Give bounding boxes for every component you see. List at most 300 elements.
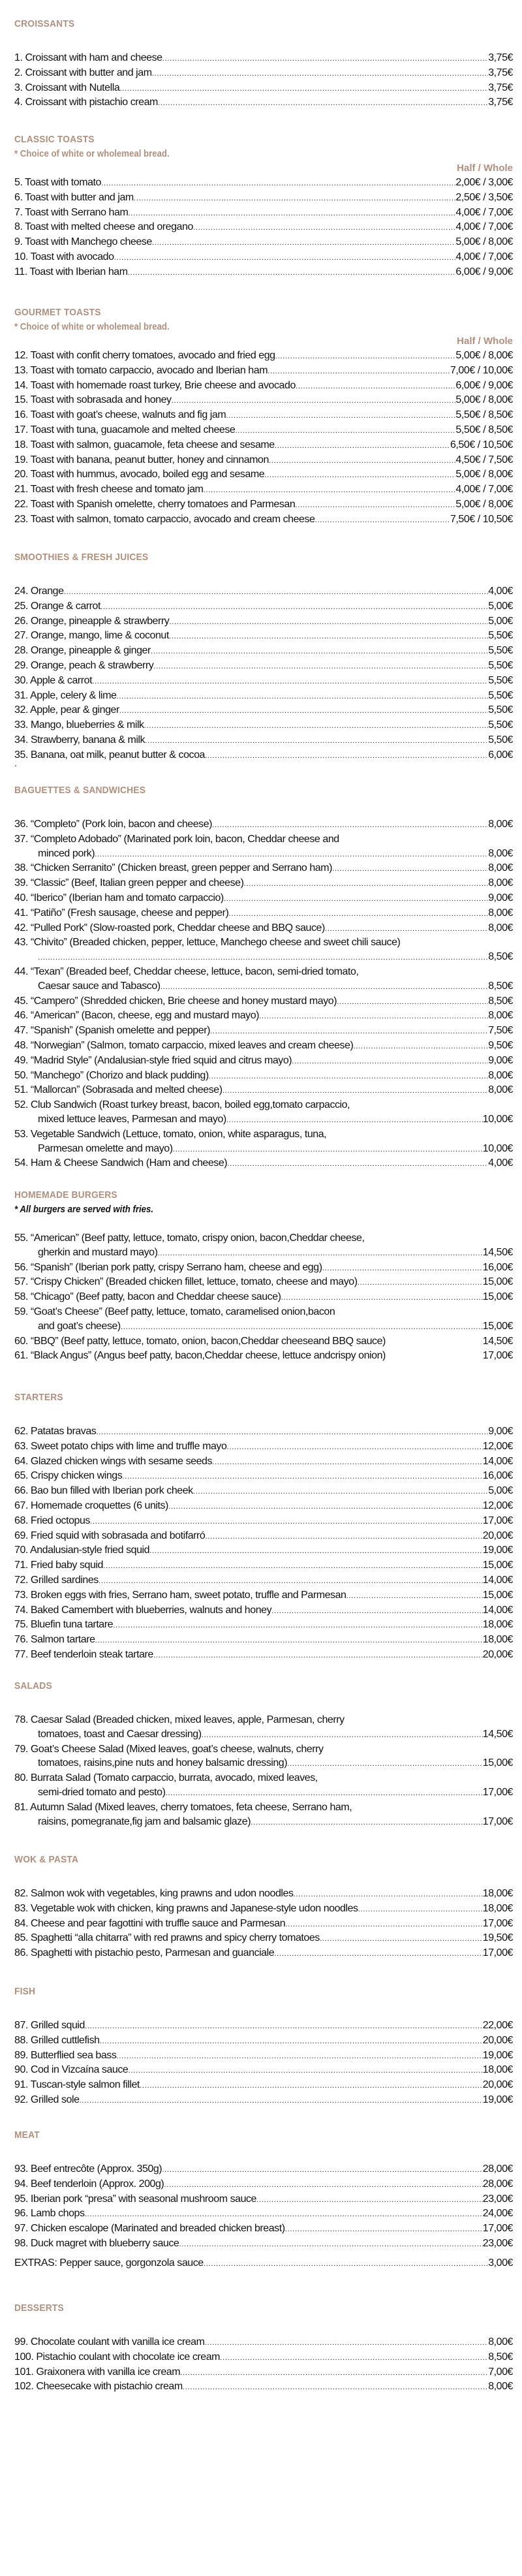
bread-choice-note: * Choice of white or wholemeal bread. [14,321,170,332]
dot-leader [134,191,456,206]
dot-leader [332,862,488,876]
menu-item [14,921,513,936]
item-price: 14,50€ [482,1728,513,1740]
item-price: 8,00€ [488,2336,513,2348]
item-price: 17,00€ [482,1815,513,1827]
menu-item-list [14,349,513,527]
item-name: 8. Toast with melted cheese and oregano [14,221,193,233]
dot-leader [90,1515,483,1529]
dot-leader [173,1142,483,1157]
menu-item [14,703,513,718]
menu-item [14,2177,513,2192]
item-name-continued: semi-dried tomato and pesto) [38,1786,166,1798]
menu-item [14,1039,513,1054]
menu-item [14,1275,513,1290]
dot-leader [274,1947,483,1961]
menu-item [14,748,513,763]
item-price: 19,00€ [482,2049,513,2061]
dot-leader [151,644,488,659]
item-name: 3. Croissant with Nutella [14,82,120,93]
menu-item [14,1558,513,1573]
item-name-continued: raisins, pomegranate,fig jam and balsamic glaze) [38,1815,251,1827]
item-price: 4,00€ / 7,00€ [455,221,513,233]
dot-leader [119,82,488,96]
section-smoothies [14,550,513,768]
item-name: 81. Autumn Salad (Mixed leaves, cherry tomatoes, feta cheese, Serrano ham, [14,1801,352,1813]
item-name: 65. Crispy chicken wings [14,1470,123,1482]
menu-item [14,1887,513,1902]
item-price: 5,00€ / 8,00€ [455,469,513,480]
dot-leader [275,439,450,453]
dot-leader [158,96,488,110]
item-price: 14,00€ [482,1455,513,1467]
item-name: 43. “Chivito” (Breaded chicken, pepper, lettuce, Manchego cheese and sweet chili sauce) [14,937,401,949]
item-name: 12. Toast with confit cherry tomatoes, avocado and fried egg [14,350,275,361]
item-price: 8,00€ [488,922,513,934]
item-name: 45. “Campero” (Shredded chicken, Brie cheese and honey mustard mayo) [14,995,337,1007]
item-price: 5,50€ [488,645,513,657]
menu-item-list [14,2335,513,2395]
item-price: 9,50€ [488,1039,513,1051]
menu-item [14,176,513,191]
menu-item [14,629,513,644]
item-price: 3,75€ [488,82,513,93]
item-price: 3,75€ [488,52,513,63]
item-name: 66. Bao bun filled with Iberian pork cheek [14,1485,193,1497]
item-name: 91. Tuscan-style salmon fillet [14,2079,140,2091]
dot-leader [358,1902,483,1917]
menu-item-list [14,51,513,110]
item-name-continued: mixed lettuce leaves, Parmesan and mayo) [38,1113,226,1125]
dot-leader [128,206,455,221]
item-price: 23,00€ [482,2237,513,2249]
menu-item-list [14,2162,513,2252]
item-price: 6,00€ / 9,00€ [455,379,513,391]
dot-leader [179,2237,482,2252]
dot-leader [128,266,456,280]
menu-item [14,423,513,438]
item-name: 9. Toast with Manchego cheese [14,236,152,248]
dot-leader [153,1648,483,1663]
dot-leader [169,615,488,629]
dot-leader [80,2094,483,2108]
dot-leader [212,818,488,832]
item-name: 90. Cod in Vizcaína sauce [14,2064,129,2076]
dot-leader [226,1113,483,1127]
item-price: 14,50€ [482,1335,513,1347]
dot-leader [113,1618,483,1633]
item-price: 20,00€ [482,1530,513,1541]
menu-item [14,1069,513,1084]
menu-item [14,2093,513,2108]
item-name: 88. Grilled cuttlefish [14,2034,100,2046]
fries-note: * All burgers are served with fries. [14,1204,154,1215]
item-name: 48. “Norwegian” (Salmon, tomato carpaccio, mixed leaves and cream cheese) [14,1039,354,1051]
dot-leader [183,2380,488,2395]
menu-item-list [14,1424,513,1663]
menu-item [14,1713,513,1742]
item-price: 4,00€ / 7,00€ [455,206,513,218]
item-price: 17,00€ [482,2223,513,2235]
menu-item [14,191,513,206]
menu-item [14,689,513,704]
menu-item [14,1424,513,1439]
menu-item [14,1024,513,1039]
item-name: 53. Vegetable Sandwich (Lettuce, tomato, onion, white asparagus, tuna, [14,1128,327,1140]
menu-item [14,1009,513,1024]
item-price: 5,00€ / 8,00€ [455,236,513,248]
menu-item [14,2018,513,2034]
menu-item [14,265,513,280]
menu-item [14,235,513,250]
menu-item [14,453,513,468]
item-name: 40. “Iberico” (Iberian ham and tomato carpaccio) [14,892,224,903]
item-name: 60. “BBQ” (Beef patty, lettuce, tomato, onion, bacon,Cheddar cheeseand BBQ sauce) [14,1335,386,1347]
menu-item [14,1499,513,1514]
item-price: 8,00€ [488,907,513,919]
menu-item [14,994,513,1009]
section-heading: SMOOTHIES & FRESH JUICES [14,552,149,563]
dot-leader [264,468,455,482]
item-name: 50. “Manchego” (Chorizo and black pudding) [14,1069,209,1081]
item-price: 8,50€ [488,980,513,992]
dot-leader [96,1425,488,1439]
menu-item [14,66,513,81]
item-name: 27. Orange, mango, lime & coconut [14,630,169,642]
item-price: 8,00€ [488,847,513,859]
item-price: 4,00€ [488,586,513,597]
dot-leader [92,674,488,689]
menu-item [14,438,513,453]
menu-item [14,1305,513,1334]
menu-item [14,2365,513,2380]
item-price: 18,00€ [482,1888,513,1899]
item-price: 5,50€ [488,674,513,686]
dot-leader [223,1084,489,1098]
item-name: 102. Cheesecake with pistachio cream [14,2381,183,2393]
item-price: 5,50€ / 8,50€ [455,409,513,421]
menu-item [14,1484,513,1499]
menu-item [14,1603,513,1618]
item-name: 41. “Patiño” (Fresh sausage, cheese and pepper) [14,907,229,919]
menu-item [14,1771,513,1800]
menu-item [14,2350,513,2365]
half-whole-column-header: Half / Whole [457,336,513,347]
item-name: 101. Graixonera with vanilla ice cream [14,2366,181,2378]
item-name: 94. Beef tenderloin (Approx. 200g) [14,2178,164,2190]
item-price: 7,50€ / 10,50€ [450,513,513,525]
menu-item [14,81,513,96]
menu-item [14,644,513,659]
dot-leader [226,409,455,423]
item-price: 19,00€ [482,2094,513,2105]
dot-leader [153,659,488,674]
menu-item [14,393,513,408]
menu-item-list [14,1231,513,1364]
item-name: 28. Orange, pineapple & ginger [14,645,151,657]
bread-choice-note: * Choice of white or wholemeal bread. [14,148,170,159]
item-name: 46. “American” (Bacon, cheese, egg and mustard mayo) [14,1010,260,1022]
dot-leader [158,1246,483,1261]
dot-leader [285,2222,483,2237]
item-name: 18. Toast with salmon, guacamole, feta cheese and sesame [14,439,275,450]
dot-leader [251,1815,483,1830]
menu-item [14,1156,513,1171]
menu-item [14,1514,513,1529]
item-name: 11. Toast with Iberian ham [14,266,128,277]
item-price: 9,00€ [488,1054,513,1066]
item-price: 8,00€ [488,2381,513,2393]
item-price: 5,50€ [488,630,513,642]
section-meat [14,2128,513,2269]
dot-leader [164,2178,482,2192]
dot-leader [228,907,488,921]
item-name: 62. Patatas bravas [14,1426,97,1437]
item-name: 71. Fried baby squid [14,1560,103,1571]
item-price: 9,00€ [488,892,513,903]
menu-item [14,1742,513,1772]
menu-item [14,2207,513,2222]
menu-item [14,832,513,862]
item-price: 7,50€ [488,1025,513,1037]
half-whole-column-header: Half / Whole [457,163,513,174]
item-price: 15,00€ [482,1560,513,1571]
item-name: 5. Toast with tomato [14,177,102,188]
item-price: 8,00€ [488,1010,513,1022]
item-price: 3,75€ [488,67,513,78]
item-name: 64. Glazed chicken wings with sesame seeds [14,1455,213,1467]
item-name: 73. Broken eggs with fries, Serrano ham, sweet potato, truffle and Parmesan [14,1589,346,1601]
item-price: 8,00€ [488,862,513,874]
dot-leader [259,1009,488,1024]
menu-item [14,2335,513,2350]
item-price: 8,00€ [488,819,513,830]
item-name: 79. Goat’s Cheese Salad (Mixed leaves, goat’s cheese, walnuts, cherry [14,1743,324,1755]
item-name: 42. “Pulled Pork” (Slow-roasted pork, Cheddar cheese and BBQ sauce) [14,922,325,934]
item-price: 18,00€ [482,1902,513,1914]
item-name: 75. Bluefin tuna tartare [14,1619,114,1631]
dot-leader [162,2163,483,2177]
item-name-continued: Parmesan omelette and mayo) [38,1142,173,1154]
dot-leader [285,1917,483,1932]
menu-item [14,95,513,110]
item-name: 58. “Chicago” (Beef patty, bacon and Cheddar cheese sauce) [14,1291,281,1303]
item-name: 24. Orange [14,586,64,597]
item-price: 8,00€ [488,1069,513,1081]
menu-item [14,1083,513,1098]
item-name: 49. “Madrid Style” (Andalusian-style fried squid and citrus mayo) [14,1054,292,1066]
dot-leader [292,1054,488,1069]
section-fish [14,1985,513,2105]
dot-leader [85,2207,483,2222]
item-name: 93. Beef entrecôte (Approx. 350g) [14,2163,162,2175]
item-price: 12,00€ [482,1500,513,1511]
menu-item [14,2222,513,2237]
item-price: 8,00€ [488,1084,513,1096]
item-name-continued: gherkin and mustard mayo) [38,1246,158,1258]
menu-item [14,206,513,221]
dot-leader [193,1484,488,1499]
menu-item [14,2237,513,2252]
item-price: 4,50€ / 7,50€ [455,454,513,465]
stray-period: . [14,758,17,768]
item-price: 12,00€ [482,1440,513,1452]
dot-leader [172,394,456,408]
item-price: 6,00€ [488,749,513,761]
item-price: 17,00€ [482,1515,513,1526]
section-starters [14,1390,513,1660]
menu-item-list [14,1887,513,1961]
dot-leader [268,364,450,379]
item-name: 44. “Texan” (Breaded beef, Cheddar cheese, lettuce, bacon, semi-dried tomato, [14,966,359,977]
item-name: 76. Salmon tartare [14,1634,95,1646]
extras-label: EXTRAS: Pepper sauce, gorgonzola sauce [14,2257,204,2269]
section-heading: GOURMET TOASTS [14,307,101,318]
item-name: 35. Banana, oat milk, peanut butter & cocoa [14,749,205,761]
dot-leader [220,2351,488,2365]
item-name: 33. Mango, blueberries & milk [14,719,144,731]
menu-item [14,1529,513,1544]
item-name: 55. “American” (Beef patty, lettuce, tomato, crispy onion, bacon,Cheddar cheese, [14,1233,365,1244]
dot-leader [101,176,455,191]
menu-item [14,1334,513,1349]
dot-leader [353,1039,488,1054]
item-price: 5,50€ [488,734,513,746]
menu-item [14,2063,513,2078]
item-name: 51. “Mallorcan” (Sobrasada and melted cheese) [14,1084,223,1096]
dot-leader [116,689,488,704]
item-price: 6,50€ / 10,50€ [450,439,513,450]
item-name: 87. Grilled squid [14,2020,85,2031]
item-price: 10,00€ [482,1113,513,1125]
dot-leader [121,1320,483,1334]
item-price: 7,00€ / 10,00€ [450,364,513,376]
item-name: 67. Homemade croquettes (6 units) [14,1500,168,1511]
item-name: 83. Vegetable wok with chicken, king prawns and Japanese-style udon noodles [14,1902,358,1914]
menu-item-list [14,817,513,1171]
item-price: 17,00€ [482,1350,513,1362]
item-name: 31. Apple, celery & lime [14,689,117,701]
item-price: 4,00€ [488,1157,513,1169]
dot-leader [204,2336,488,2350]
dot-leader [243,877,488,891]
item-name: 77. Beef tenderloin steak tartare [14,1648,153,1660]
item-name: 25. Orange & carrot [14,600,100,612]
section-heading: WOK & PASTA [14,1854,79,1865]
item-price: 3,75€ [488,97,513,108]
item-price: 5,50€ [488,689,513,701]
section-heading: MEAT [14,2129,40,2141]
item-price: 22,00€ [482,2020,513,2031]
item-name: 29. Orange, peach & strawberry [14,659,154,671]
dot-leader [275,349,456,364]
item-name-continued: and goat’s cheese) [38,1320,121,1332]
menu-item [14,2034,513,2049]
menu-item [14,1261,513,1276]
item-price: 5,00€ [488,600,513,612]
dot-leader [38,950,488,965]
dot-leader [85,2019,483,2034]
section-salads [14,1679,513,1827]
item-price: 8,50€ [488,951,513,963]
item-price: 17,00€ [482,1947,513,1959]
item-price: 19,00€ [482,1545,513,1556]
item-price: 17,00€ [482,1786,513,1798]
dot-leader [325,922,488,936]
item-name: 69. Fried squid with sobrasada and botifarró [14,1530,206,1541]
item-price: 18,00€ [482,2064,513,2076]
dot-leader [152,236,456,250]
item-name: 72. Grilled sardines [14,1574,99,1586]
item-price: 5,50€ [488,704,513,716]
menu-item [14,733,513,748]
menu-item [14,935,513,965]
menu-item [14,2192,513,2207]
item-name: 2. Croissant with butter and jam [14,67,152,78]
item-name: 1. Croissant with ham and cheese [14,52,162,63]
dot-leader [100,2034,483,2049]
extras-row [14,2256,513,2271]
menu-item [14,1454,513,1469]
item-name: 23. Toast with salmon, tomato carpaccio, avocado and cream cheese [14,513,315,525]
dot-leader [322,1261,483,1276]
dot-leader [235,424,455,438]
dot-leader [337,995,488,1009]
dot-leader [315,513,450,527]
dot-leader [281,1291,483,1305]
menu-item [14,906,513,921]
dot-leader [295,498,455,512]
dot-leader [209,1069,488,1084]
dot-leader [212,1455,483,1469]
menu-item [14,1648,513,1663]
menu-item [14,379,513,394]
dot-leader [128,2064,482,2078]
dot-leader [205,1530,482,1544]
section-wok-pasta [14,1853,513,1959]
dot-leader [114,251,456,265]
dot-leader [346,1589,482,1603]
dot-leader [320,1932,483,1946]
item-price: 5,00€ [488,1485,513,1497]
item-price: 18,00€ [482,1634,513,1646]
item-price: 8,50€ [488,2351,513,2363]
menu-item [14,1469,513,1484]
dot-leader [103,1559,483,1573]
item-name: 96. Lamb chops [14,2208,85,2220]
menu-item [14,1588,513,1603]
item-name: 21. Toast with fresh cheese and tomato jam [14,484,204,495]
item-price: 4,00€ / 7,00€ [455,484,513,495]
dot-leader [119,704,488,718]
dot-leader [145,734,488,748]
menu-item [14,1618,513,1633]
dot-leader [210,1024,488,1039]
dot-leader [162,52,489,66]
menu-item [14,817,513,832]
item-name-continued: tomatoes, raisins,pine nuts and honey balsamic dressing) [38,1757,288,1769]
item-price: 4,00€ / 7,00€ [455,251,513,262]
item-name: 98. Duck magret with blueberry sauce [14,2237,179,2249]
item-name: 63. Sweet potato chips with lime and truffle mayo [14,1440,227,1452]
menu-item [14,659,513,674]
item-price: 28,00€ [482,2163,513,2175]
section-heading: HOMEMADE BURGERS [14,1189,117,1201]
item-name: 70. Andalusian-style fried squid [14,1545,150,1556]
item-price: 9,00€ [488,1426,513,1437]
section-classic-toasts [14,133,513,277]
item-price: 23,00€ [482,2193,513,2205]
